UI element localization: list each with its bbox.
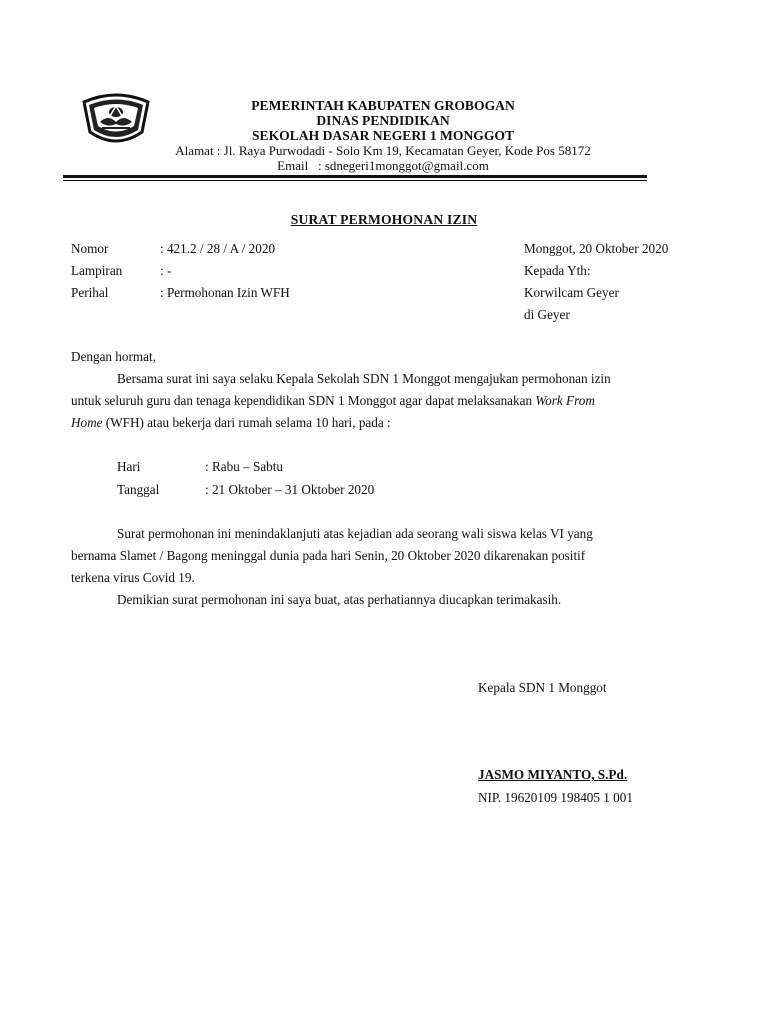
signatory-name: JASMO MIYANTO, S.Pd. xyxy=(478,767,628,782)
letterhead-email: Email : sdnegeri1monggot@gmail.com xyxy=(277,158,489,173)
letterhead-divider-thick xyxy=(63,175,647,178)
paragraph-2-line-2: bernama Slamet / Bagong meninggal dunia pada hari Senin, 20 Oktober 2020 dikarenakan positif xyxy=(71,548,586,563)
paragraph-1-line-2 xyxy=(71,393,595,409)
letterhead-divider-thin xyxy=(63,180,647,181)
tanggal-label: Tanggal xyxy=(117,482,160,497)
tanggal-value: : 21 Oktober – 31 Oktober 2020 xyxy=(205,482,375,497)
paragraph-1-text-end: (WFH) atau bekerja dari rumah selama 10 hari, pada : xyxy=(102,415,391,430)
recipient-name: Korwilcam Geyer xyxy=(524,285,619,300)
paragraph-3: Demikian surat permohonan ini saya buat, atas perhatiannya diucapkan terimakasih. xyxy=(117,592,562,607)
perihal-label: Perihal xyxy=(71,285,109,300)
letterhead-school: SEKOLAH DASAR NEGERI 1 MONGGOT xyxy=(251,128,515,143)
paragraph-2-line-1: Surat permohonan ini menindaklanjuti atas kejadian ada seorang wali siswa kelas VI yang xyxy=(117,526,593,541)
signature-position: Kepala SDN 1 Monggot xyxy=(478,680,607,695)
hari-label: Hari xyxy=(117,459,141,474)
lampiran-label: Lampiran xyxy=(71,263,123,278)
paragraph-1-italic: Work From xyxy=(535,393,595,408)
paragraph-2-line-3: terkena virus Covid 19. xyxy=(71,570,195,585)
letterhead-department: DINAS PENDIDIKAN xyxy=(316,113,450,128)
letter-date: Monggot, 20 Oktober 2020 xyxy=(524,241,669,256)
paragraph-1-line-3 xyxy=(71,415,391,431)
paragraph-1-text: untuk seluruh guru dan tenaga kependidikan SDN 1 Monggot agar dapat melaksanakan xyxy=(71,393,536,408)
nomor-value: : 421.2 / 28 / A / 2020 xyxy=(160,241,276,256)
recipient-salutation: Kepada Yth: xyxy=(524,263,591,278)
recipient-place: di Geyer xyxy=(524,307,570,322)
nomor-label: Nomor xyxy=(71,241,109,256)
paragraph-1-italic-home: Home xyxy=(71,415,103,430)
letterhead-government: PEMERINTAH KABUPATEN GROBOGAN xyxy=(251,98,515,113)
paragraph-1-line-1: Bersama surat ini saya selaku Kepala Sekolah SDN 1 Monggot mengajukan permohonan izin xyxy=(117,371,611,386)
greeting: Dengan hormat, xyxy=(71,349,156,364)
perihal-value: : Permohonan Izin WFH xyxy=(160,285,290,300)
lampiran-value: : - xyxy=(160,263,172,278)
signatory-nip: NIP. 19620109 198405 1 001 xyxy=(478,790,633,805)
hari-value: : Rabu – Sabtu xyxy=(205,459,284,474)
letter-title: SURAT PERMOHONAN IZIN xyxy=(290,212,478,227)
letterhead-address: Alamat : Jl. Raya Purwodadi - Solo Km 19, Kecamatan Geyer, Kode Pos 58172 xyxy=(175,143,591,158)
